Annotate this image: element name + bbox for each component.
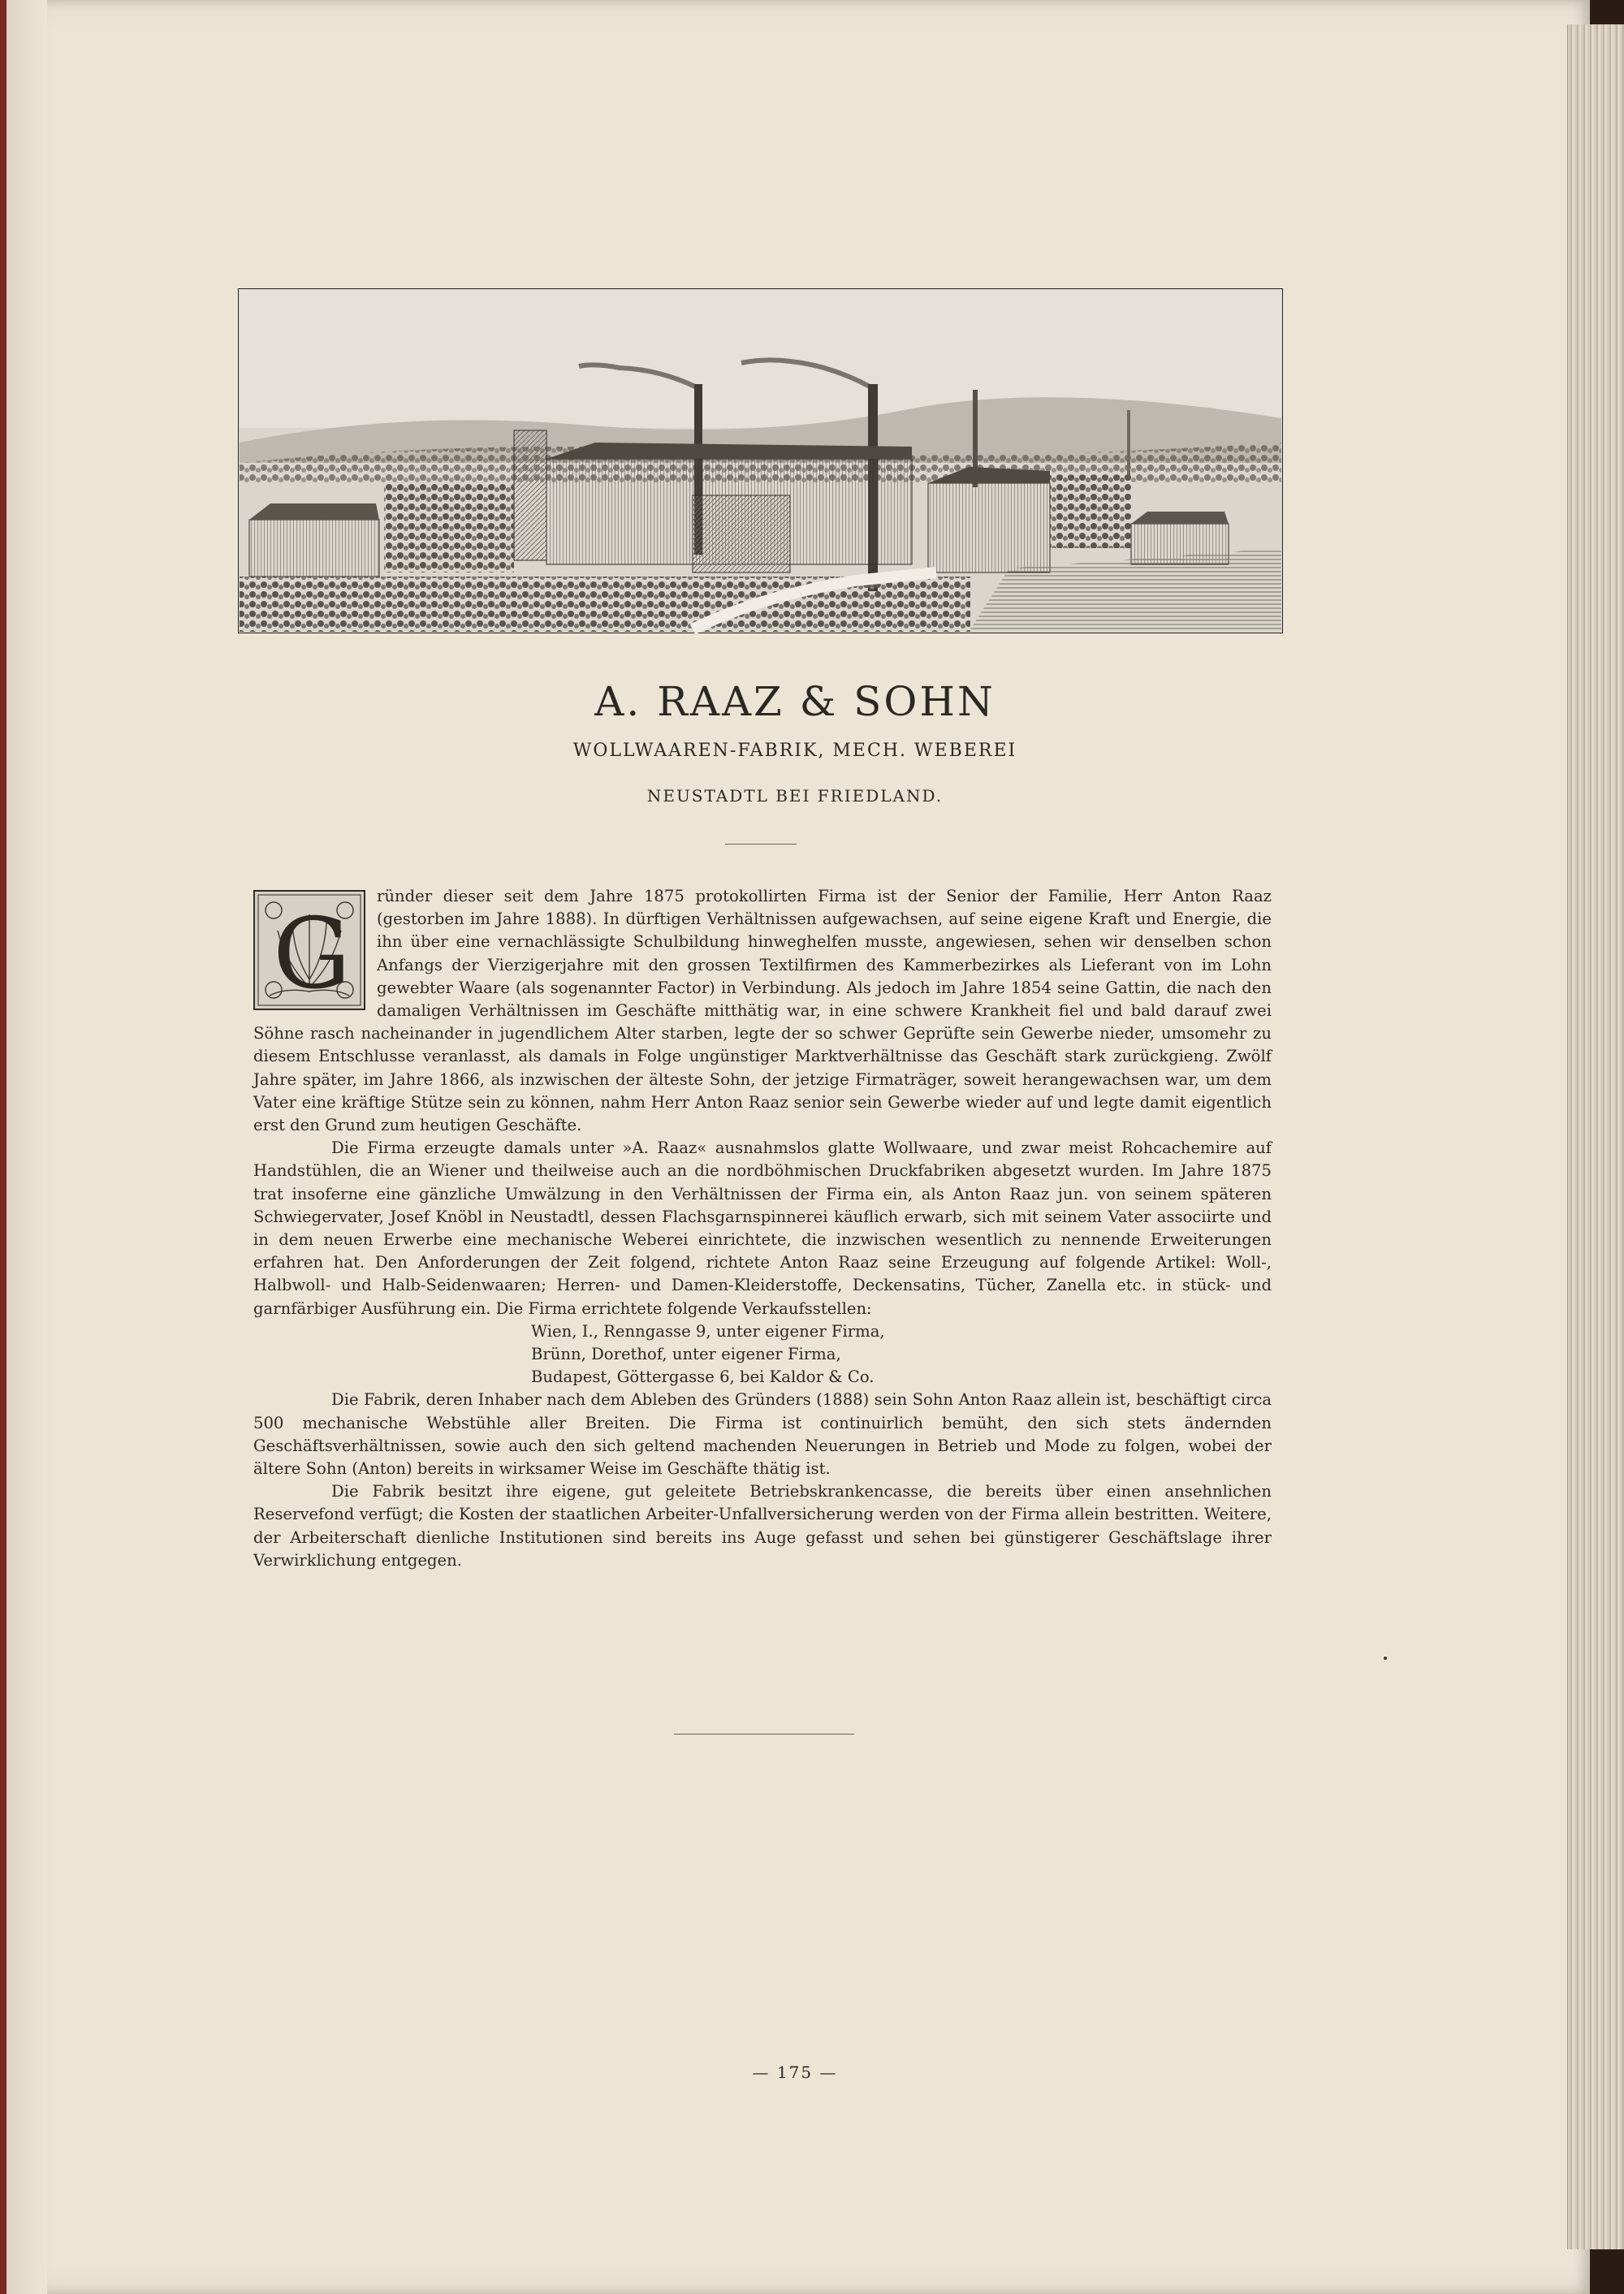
company-title: A. RAAZ & SOHN [594,678,996,725]
paragraph-4: Die Fabrik besitzt ihre eigene, gut geleitete Betriebskrankencasse, die bereits über einen ansehnlichen Reservefond verfügt; die Kosten der staatlichen Arbeiter-Unfallversicherung werden von der Firma allein bestritten. Weitere, der Arbeiterschaft dienliche Institutionen sind bereits ins Auge gefasst und sehen bei günstigerer Geschäftslage ihrer Verwirklichung entgegen. [253,1482,1272,1570]
cover-edge [0,0,6,2294]
paragraph-2: Die Firma erzeugte damals unter »A. Raaz« ausnahmslos glatte Wollwaare, und zwar meist Rohcachemire auf Handstühlen, die an Wiener und theilweise auch an die nordböhmischen Druckfabriken abgesetzt wurden. Im Jahre 1875 trat insoferne eine gänzliche Umwälzung in den Verhältnissen der Firma ein, als Anton Raaz jun. von seinem späteren Schwiegervater, Josef Knöbl in Neustadtl, dessen Flachsgarnspinnerei käuflich erwarb, sich mit seinem Vater associirte und in dem neuen Erwerbe eine mechanische Weberei einrichtete, die inzwischen wesentlich zu nennende Erweiterungen erfahren hat. Den Anforderungen der Zeit folgend, richtete Anton Raaz seine Erzeugung auf folgende Artikel: Woll-, Halbwoll- und Halb-Seidenwaaren; Herren- und Damen-Kleiderstoffe, Deckensatins, Tücher, Zanella etc. in stück- und garnfärbiger Ausführung ein. Die Firma errichtete folgende Verkaufsstellen: [253,1138,1272,1318]
article-body [253,885,1272,1572]
factory-engraving-icon [238,288,1283,633]
page-stack-edge [1567,24,1624,2249]
address-line: Wien, I., Renngasse 9, unter eigener Firma, [531,1321,885,1341]
company-location: NEUSTADTL BEI FRIEDLAND. [646,786,944,806]
divider [725,844,797,845]
section-divider [674,1734,854,1735]
factory-illustration [238,288,1283,633]
address-line: Budapest, Göttergasse 6, bei Kaldor & Co. [531,1367,875,1387]
page-binding [0,0,47,2294]
ornamental-initial-icon [253,890,365,1010]
paragraph-3: Die Fabrik, deren Inhaber nach dem Ableben des Gründers (1888) sein Sohn Anton Raaz allein ist, beschäftigt circa 500 mechanische Webstühle aller Breiten. Die Firma ist continuirlich bemüht, den sich stets ändernden Geschäftsverhältnissen, sowie auch den sich geltend machenden Neuerungen in Betrieb und Mode zu folgen, wobei der ältere Sohn (Anton) bereits in wirksamer Weise im Geschäfte thätig ist. [253,1390,1272,1479]
drop-cap [253,890,365,1010]
page-number: — 175 — [752,2063,838,2082]
drop-cap-letter: G [273,898,351,1010]
ink-speck [1384,1657,1387,1660]
paragraph-1: ründer dieser seit dem Jahre 1875 protokollirten Firma ist der Senior der Familie, Herr Anton Raaz (gestorben im Jahre 1888). In dürftigen Verhältnissen aufgewachsen, auf seine eigene Kraft und Energie, die ihn über eine vernachlässigte Schulbildung hinweghelfen musste, angewiesen, sehen wir denselben schon Anfangs der Vierzigerjahre mit den grossen Textilfirmen des Kammerbezirkes als Lieferant von im Lohn gewebter Waare (als sogenannter Factor) in Verbindung. Als jedoch im Jahre 1854 seine Gattin, die nach den damaligen Verhältnissen im Geschäfte mitthätig war, in eine schwere Krankheit fiel und bald darauf zwei Söhne rasch nacheinander in jugendlichem Alter starben, legte der so schwer Geprüfte sein Gewerbe nieder, umsomehr zu diesem Entschlusse veranlasst, als damals in Folge ungünstiger Marktverhältnisse das Geschäft stark zurückgieng. Zwölf Jahre später, im Jahre 1866, als inzwischen der älteste Sohn, der jetzige Firmaträger, soweit herangewachsen war, um dem Vater eine kräftige Stütze sein zu können, nahm Herr Anton Raaz senior sein Gewerbe wieder auf und legte damit eigentlich erst den Grund zum heutigen Geschäfte. [253,887,1272,1135]
company-subtitle: WOLLWAAREN-FABRIK, MECH. WEBEREI [572,741,1017,761]
address-line: Brünn, Dorethof, unter eigener Firma, [531,1345,841,1364]
